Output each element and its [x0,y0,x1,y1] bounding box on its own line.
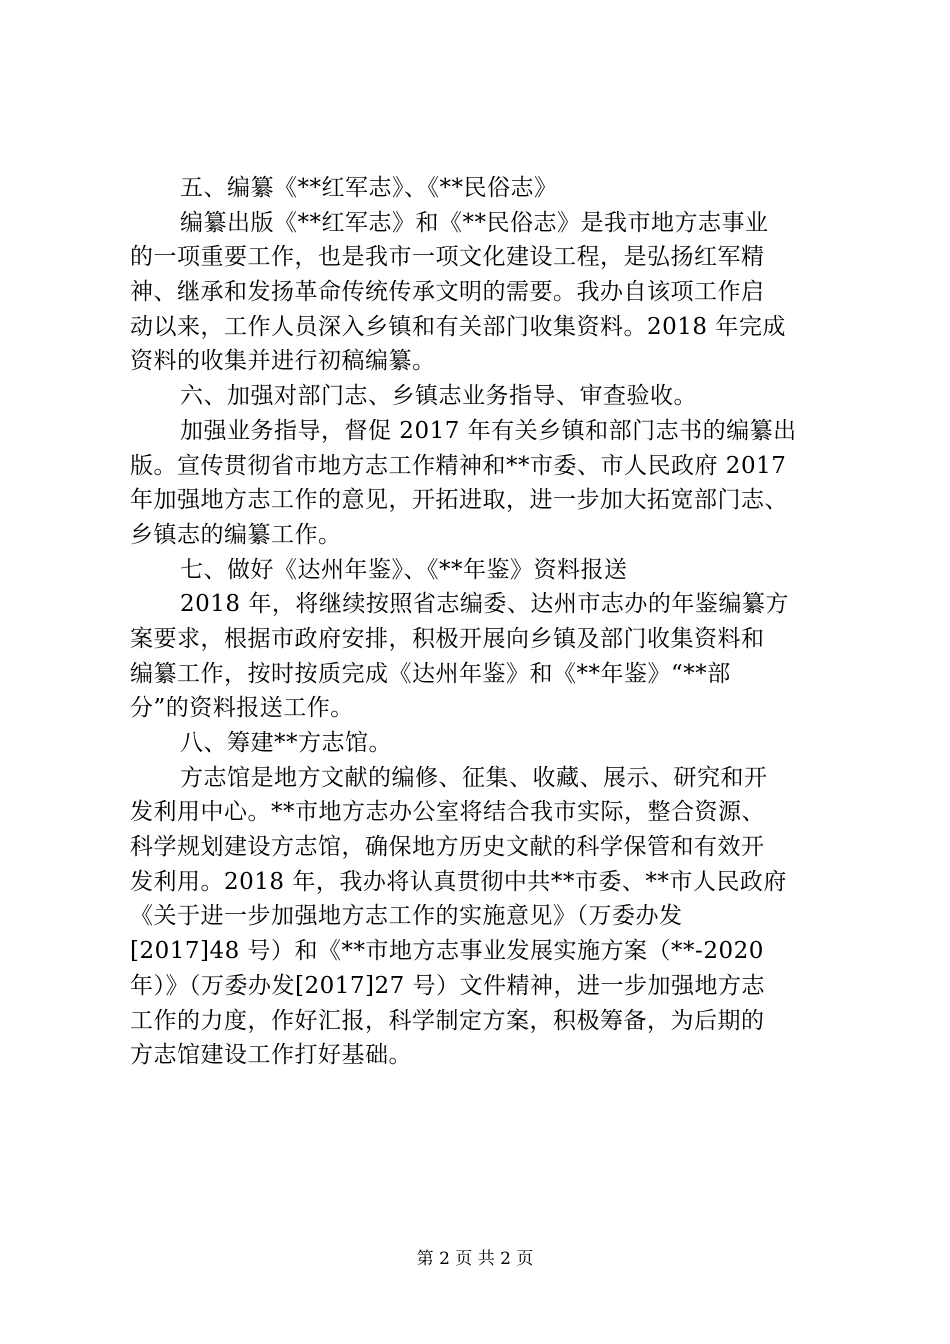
paragraph-line: 案要求，根据市政府安排，积极开展向乡镇及部门收集资料和 [130,625,765,652]
section-heading-6: 六、加强对部门志、乡镇志业务指导、审查验收。 [180,383,697,410]
document-body [130,171,832,1073]
paragraph-line: [2017]48 号）和《**市地方志事业发展实施方案（**-2020 [130,938,764,965]
paragraph-line: 资料的收集并进行初稿编纂。 [130,348,436,375]
paragraph-line: 加强业务指导，督促 2017 年有关乡镇和部门志书的编纂出 [180,417,797,444]
paragraph-line: 分”的资料报送工作。 [130,695,354,722]
paragraph-line: 2018 年，将继续按照省志编委、达州市志办的年鉴编纂方 [180,591,789,618]
paragraph-line: 工作的力度，作好汇报，科学制定方案，积极筹备，为后期的 [130,1007,765,1034]
paragraph-line: 版。宣传贯彻省市地方志工作精神和**市委、市人民政府 2017 [130,452,787,479]
section-heading-8: 八、筹建**方志馆。 [180,730,392,756]
paragraph-line: 的一项重要工作，也是我市一项文化建设工程，是弘扬红军精 [130,244,765,271]
paragraph-line: 乡镇志的编纂工作。 [130,521,342,548]
paragraph-line: 动以来，工作人员深入乡镇和有关部门收集资料。2018 年完成 [130,313,786,340]
paragraph-line: 年加强地方志工作的意见，开拓进取，进一步加大拓宽部门志、 [130,487,788,514]
paragraph-line: 方志馆建设工作打好基础。 [130,1042,412,1069]
paragraph-line: 编纂工作，按时按质完成《达州年鉴》和《**年鉴》“**部 [130,660,731,687]
paragraph-line: 科学规划建设方志馆，确保地方历史文献的科学保管和有效开 [130,834,765,861]
section-heading-7: 七、做好《达州年鉴》、《**年鉴》资料报送 [180,556,628,583]
paragraph-line: 编纂出版《**红军志》和《**民俗志》是我市地方志事业 [180,209,769,236]
paragraph-line: 发利用中心。**市地方志办公室将结合我市实际，整合资源、 [130,799,765,826]
paragraph-line: 年）》（万委办发[2017]27 号）文件精神，进一步加强地方志 [130,972,766,999]
paragraph-line: 发利用。2018 年，我办将认真贯彻中共**市委、**市人民政府 [130,868,787,895]
paragraph-line: 方志馆是地方文献的编修、征集、收藏、展示、研究和开 [180,764,768,791]
page-number-footer: 第 2 页 共 2 页 [416,1249,534,1269]
paragraph-line: 神、继承和发扬革命传统传承文明的需要。我办自该项工作启 [130,279,765,306]
paragraph-line: 《关于进一步加强地方志工作的实施意见》（万委办发 [130,903,683,930]
section-heading-5: 五、编纂《**红军志》、《**民俗志》 [180,175,558,201]
